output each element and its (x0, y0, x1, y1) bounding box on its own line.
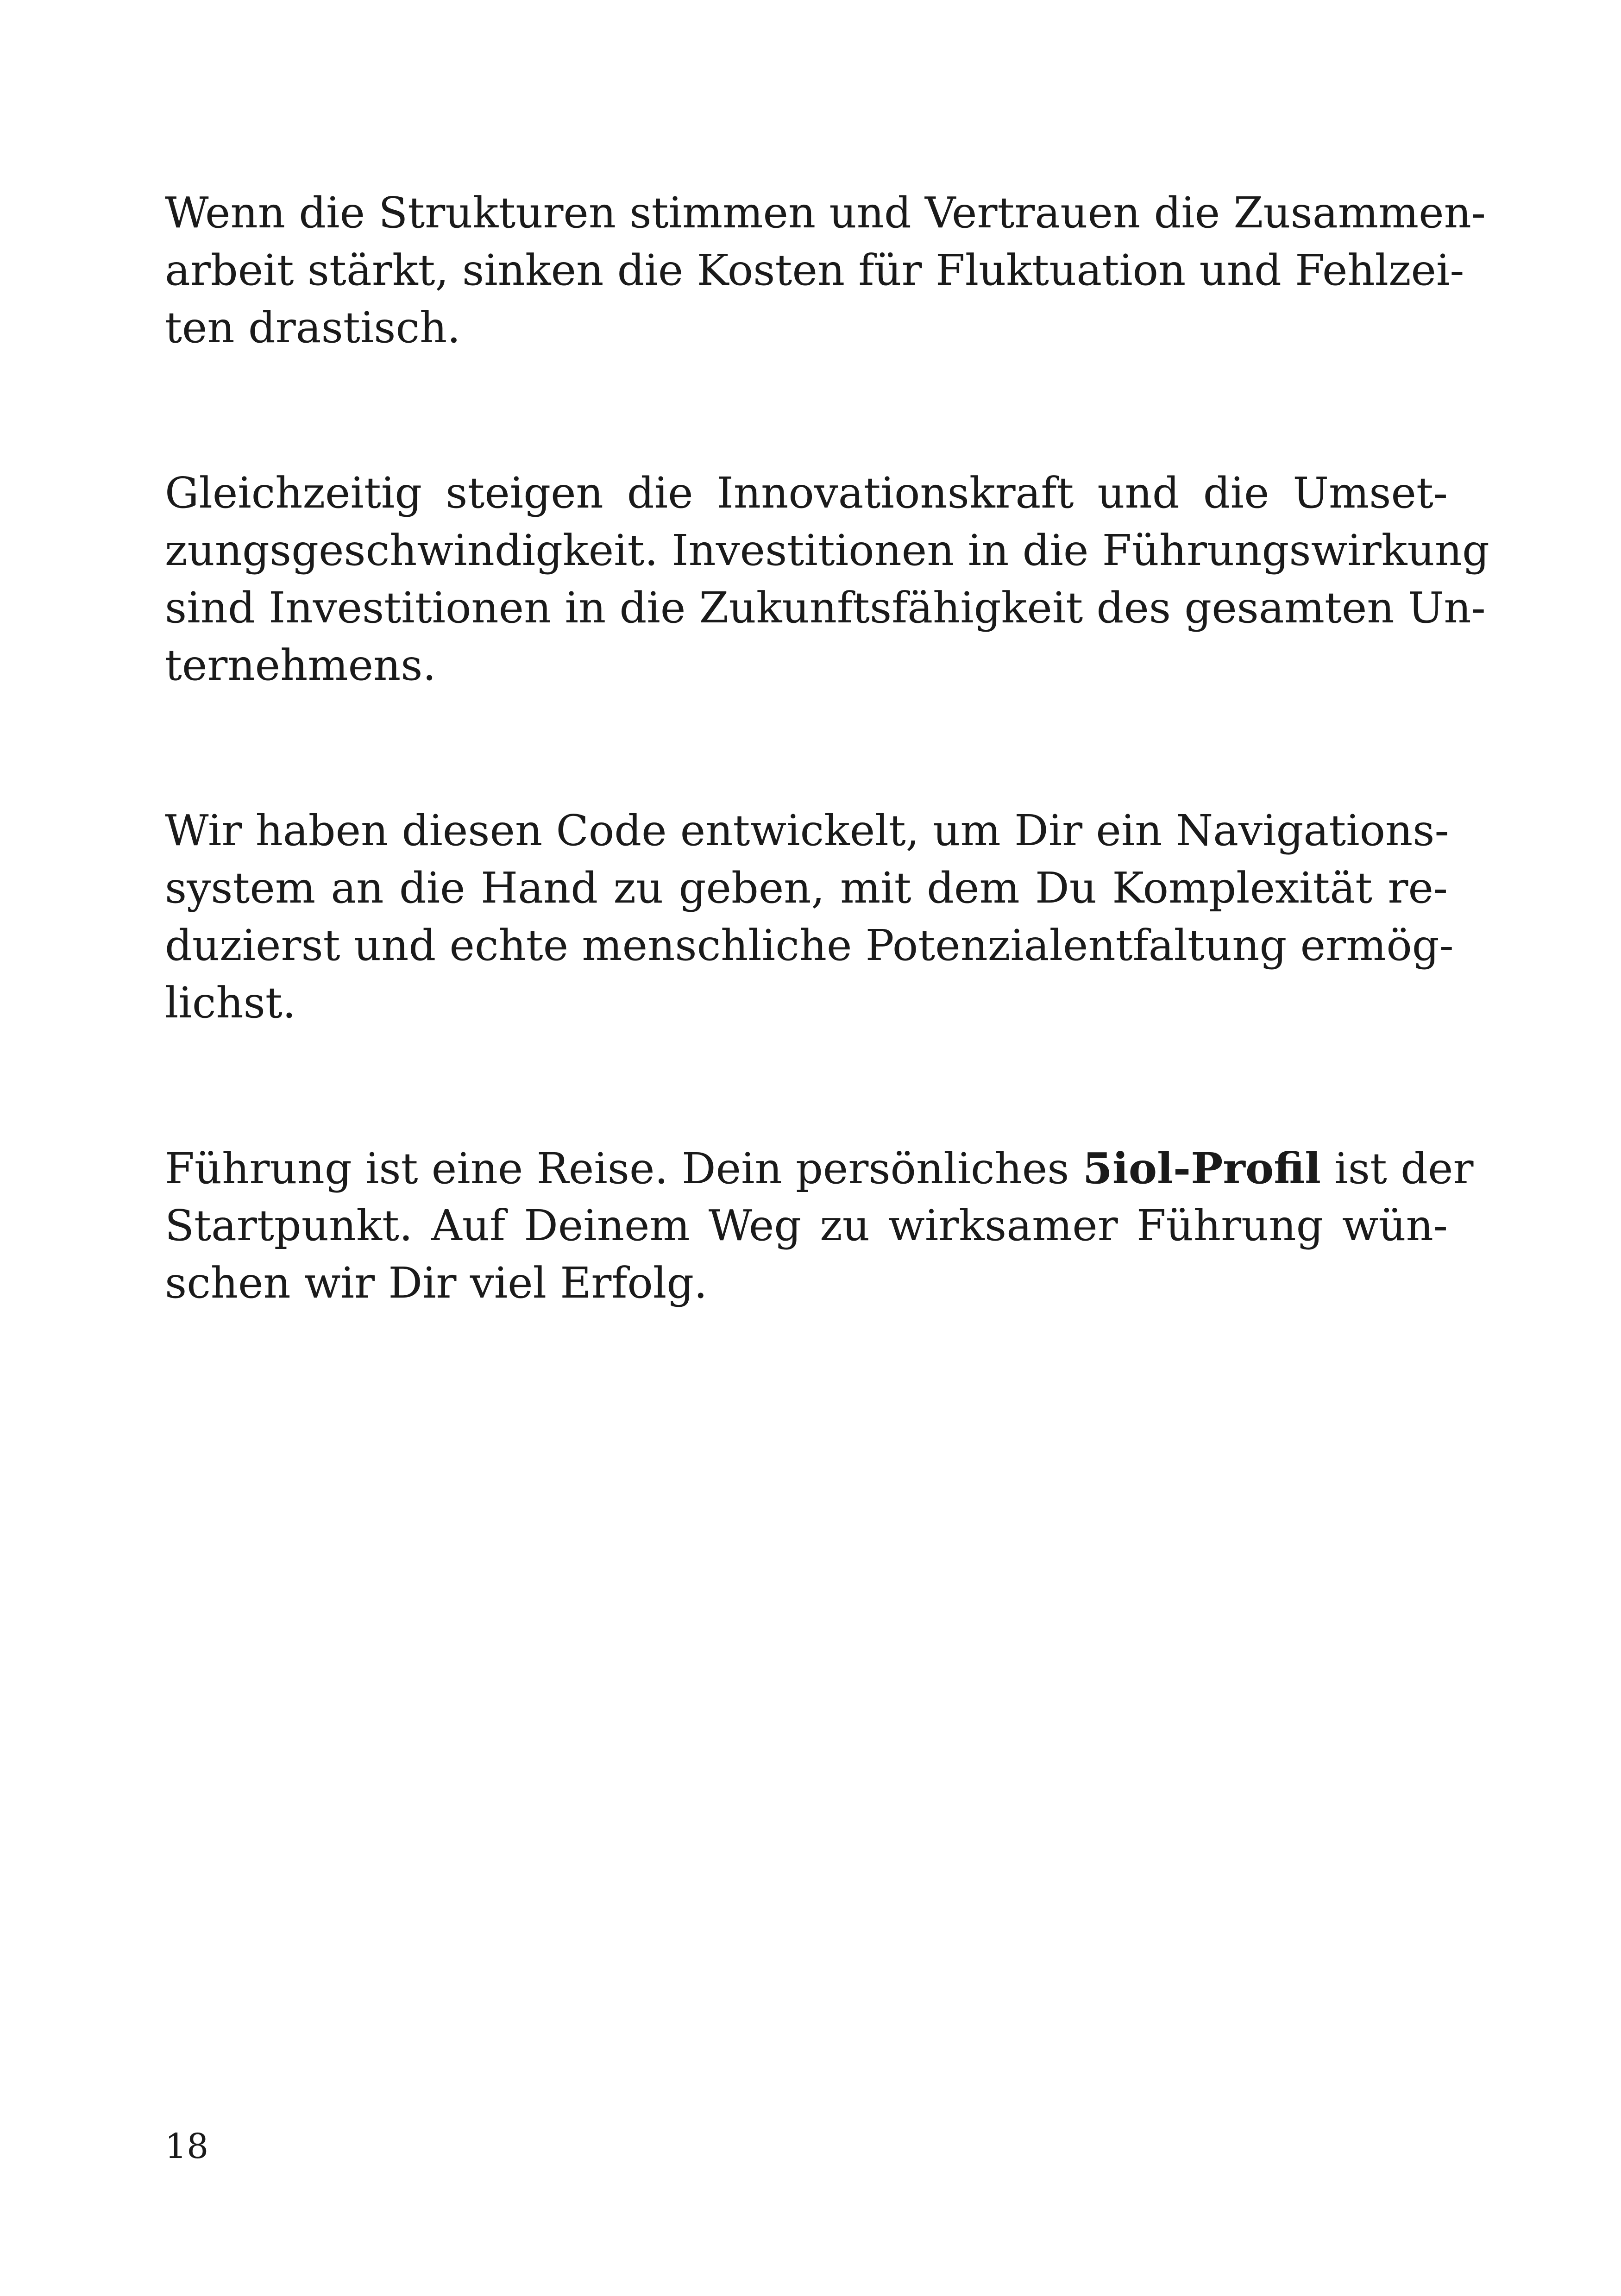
text-line: Startpunkt. Auf Deinem Weg zu wirksamer Führung wün- (165, 1201, 1448, 1250)
text-line: Wenn die Strukturen stimmen und Vertrauen die Zusammen- (165, 188, 1486, 238)
paragraph-4 (165, 1140, 1474, 1312)
paragraph-3 (165, 802, 1454, 1032)
text-line: duzierst und echte menschliche Potenzialentfaltung ermög- (165, 921, 1454, 970)
text-line: Wir haben diesen Code entwickelt, um Dir ein Navigations- (165, 806, 1449, 855)
text-line: system an die Hand zu geben, mit dem Du Komplexität re- (165, 863, 1448, 913)
paragraph-2 (165, 464, 1489, 694)
text-line: schen wir Dir viel Erfolg. (165, 1258, 708, 1308)
text-run: ist der (1334, 1144, 1474, 1193)
text-line: ten drastisch. (165, 303, 461, 352)
paragraph-1 (165, 184, 1486, 357)
text-line: zungsgeschwindigkeit. Investitionen in die Führungswirkung (165, 526, 1489, 575)
text-line: sind Investitionen in die Zukunftsfähigkeit des gesamten Un- (165, 583, 1486, 633)
text-line-mixed (165, 1140, 1474, 1197)
body-text (165, 184, 1489, 1420)
text-run: Führung ist eine Reise. Dein persönliches (165, 1144, 1069, 1193)
text-line: ternehmens. (165, 640, 436, 690)
text-line: lichst. (165, 978, 296, 1028)
profile-name-bold: 5iol-Profil (1082, 1143, 1321, 1193)
page-number: 18 (165, 2127, 209, 2166)
text-line: arbeit stärkt, sinken die Kosten für Fluktuation und Fehlzei- (165, 245, 1464, 295)
text-line: Gleichzeitig steigen die Innovationskraft und die Umset- (165, 468, 1448, 518)
